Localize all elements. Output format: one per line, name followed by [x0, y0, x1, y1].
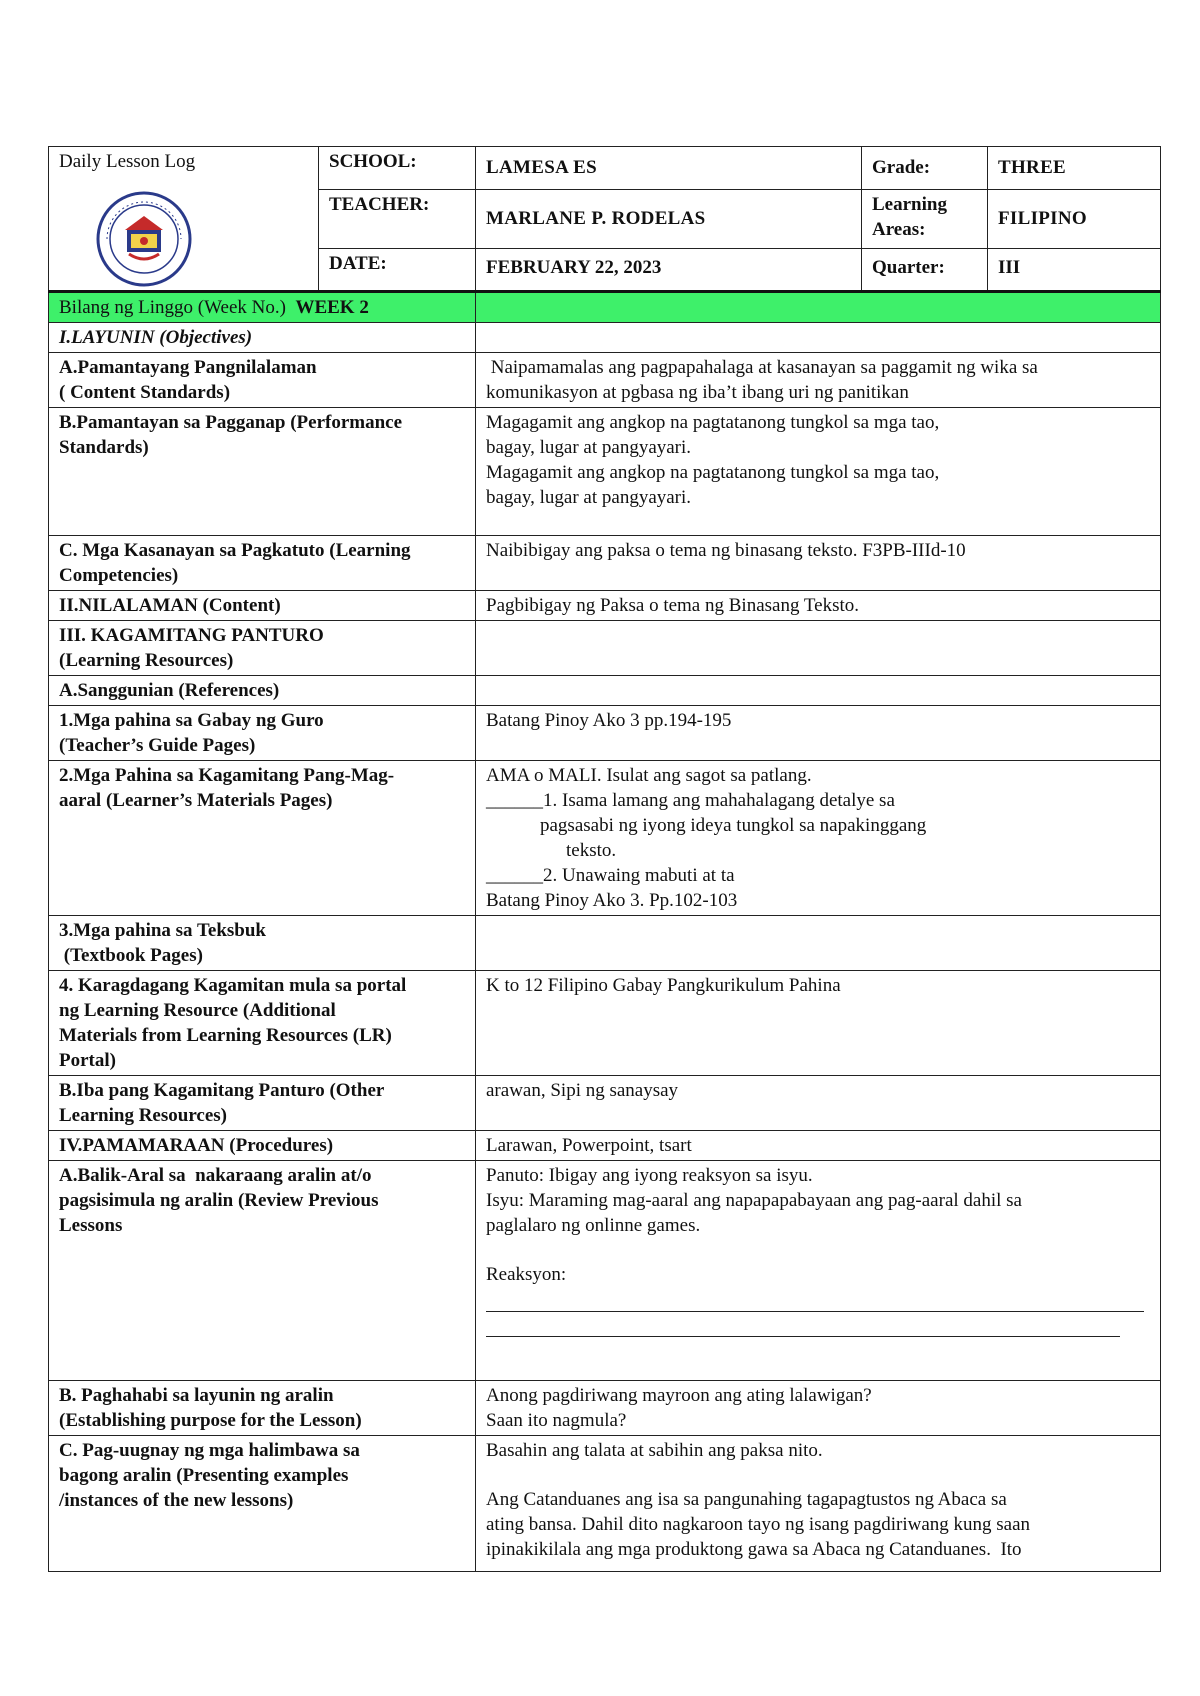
tg-label-2: (Teacher’s Guide Pages) — [59, 735, 256, 756]
review-text-1: Panuto: Ibigay ang iyong reaksyon sa isyu. — [486, 1165, 813, 1186]
quarter-value: III — [988, 249, 1161, 292]
content-std-label-2: ( Content Standards) — [59, 382, 231, 403]
teacher-label: TEACHER: — [319, 189, 476, 248]
proc-label: IV.PAMAMARAAN (Procedures) — [49, 1131, 476, 1161]
tg-text: Batang Pinoy Ako 3 pp.194-195 — [476, 706, 1161, 761]
other-text: arawan, Sipi ng sanaysay — [476, 1076, 1161, 1131]
deped-seal-icon — [95, 190, 193, 288]
lm-label-1: 2.Mga Pahina sa Kagamitang Pang-Mag- — [59, 765, 395, 786]
week-value: WEEK 2 — [295, 297, 369, 318]
examples-text-2: Ang Catanduanes ang isa sa pangunahing tagapagtustos ng Abaca sa — [486, 1489, 1007, 1510]
performance-standards-row — [49, 408, 1161, 536]
purpose-text-1: Anong pagdiriwang mayroon ang ating lalawigan? — [486, 1385, 872, 1406]
content-label: II.NILALAMAN (Content) — [49, 591, 476, 621]
comp-label-1: C. Mga Kasanayan sa Pagkatuto (Learning — [59, 540, 411, 561]
other-resources-row — [49, 1076, 1161, 1131]
purpose-label-1: B. Paghahabi sa layunin ng aralin — [59, 1385, 334, 1406]
ref-label: A.Sanggunian (References) — [49, 676, 476, 706]
add-label-3: Materials from Learning Resources (LR) — [59, 1025, 392, 1046]
lm-text-2: ______1. Isama lamang ang mahahalagang detalye sa — [486, 790, 895, 811]
review-text-2: Isyu: Maraming mag-aaral ang napapapabayaan ang pag-aaral dahil sa — [486, 1190, 1022, 1211]
perf-text-4: bagay, lugar at pangyayari. — [486, 487, 692, 508]
review-label-1: A.Balik-Aral sa nakaraang aralin at/o — [59, 1165, 372, 1186]
lesson-log-table — [48, 146, 1161, 1572]
perf-label-2: Standards) — [59, 437, 149, 458]
lm-text-1: AMA o MALI. Isulat ang sagot sa patlang. — [486, 765, 812, 786]
references-row — [49, 676, 1161, 706]
examples-label-3: /instances of the new lessons) — [59, 1490, 294, 1511]
school-label: SCHOOL: — [319, 147, 476, 190]
tb-label-1: 3.Mga pahina sa Teksbuk — [59, 920, 266, 941]
review-text-4: Reaksyon: — [486, 1264, 567, 1285]
dll-title-cell — [49, 147, 319, 292]
examples-text-3: ating bansa. Dahil dito nagkaroon tayo ng isang pagdiriwang kung saan — [486, 1514, 1031, 1535]
lr-label-1: III. KAGAMITANG PANTURO — [59, 625, 324, 646]
add-label-1: 4. Karagdagang Kagamitan mula sa portal — [59, 975, 407, 996]
review-text-3: paglalaro ng onlinne games. — [486, 1215, 701, 1236]
perf-text-1: Magagamit ang angkop na pagtatanong tungkol sa mga tao, — [486, 412, 940, 433]
other-label-1: B.Iba pang Kagamitang Panturo (Other — [59, 1080, 385, 1101]
examples-text-4: ipinakikilala ang mga produktong gawa sa Abaca ng Catanduanes. Ito — [486, 1539, 1022, 1560]
lr-label-2: (Learning Resources) — [59, 650, 234, 671]
examples-label-2: bagong aralin (Presenting examples — [59, 1465, 349, 1486]
perf-text-3: Magagamit ang angkop na pagtatanong tungkol sa mga tao, — [486, 462, 940, 483]
competencies-row — [49, 536, 1161, 591]
reaction-answer-line-2[interactable] — [486, 1312, 1120, 1337]
content-std-text-1: Naipamamalas ang pagpapahalaga at kasanayan sa paggamit ng wika sa — [486, 357, 1038, 378]
add-label-4: Portal) — [59, 1050, 116, 1071]
date-label: DATE: — [319, 249, 476, 292]
areas-value: FILIPINO — [988, 189, 1161, 248]
content-standards-row — [49, 353, 1161, 408]
teachers-guide-row — [49, 706, 1161, 761]
examples-text-1: Basahin ang talata at sabihin ang paksa nito. — [486, 1440, 823, 1461]
lm-text-6: Batang Pinoy Ako 3. Pp.102-103 — [486, 890, 738, 911]
add-label-2: ng Learning Resource (Additional — [59, 1000, 336, 1021]
teacher-value: MARLANE P. RODELAS — [476, 189, 862, 248]
school-value: LAMESA ES — [476, 147, 862, 190]
purpose-text-2: Saan ito nagmula? — [486, 1410, 627, 1431]
learning-resources-row — [49, 621, 1161, 676]
objectives-label: I.LAYUNIN (Objectives) — [49, 323, 476, 353]
learners-materials-row — [49, 761, 1161, 916]
lm-text-5: ______2. Unawaing mabuti at ta — [486, 865, 735, 886]
dll-label: Daily Lesson Log — [59, 151, 196, 172]
perf-text-2: bagay, lugar at pangyayari. — [486, 437, 692, 458]
textbook-row — [49, 916, 1161, 971]
purpose-label-2: (Establishing purpose for the Lesson) — [59, 1410, 362, 1431]
date-value: FEBRUARY 22, 2023 — [476, 249, 862, 292]
additional-materials-row — [49, 971, 1161, 1076]
other-label-2: Learning Resources) — [59, 1105, 227, 1126]
content-std-label-1: A.Pamantayang Pangnilalaman — [59, 357, 317, 378]
perf-label-1: B.Pamantayan sa Pagganap (Performance — [59, 412, 403, 433]
purpose-row — [49, 1381, 1161, 1436]
reaction-answer-line-1[interactable] — [486, 1287, 1144, 1312]
content-row — [49, 591, 1161, 621]
grade-label: Grade: — [862, 147, 988, 190]
review-label-2: pagsisimula ng aralin (Review Previous — [59, 1190, 379, 1211]
lesson-log-sheet — [48, 146, 1160, 1572]
week-row — [49, 292, 1161, 323]
quarter-label: Quarter: — [862, 249, 988, 292]
examples-label-1: C. Pag-uugnay ng mga halimbawa sa — [59, 1440, 360, 1461]
comp-text: Naibibigay ang paksa o tema ng binasang teksto. F3PB-IIId-10 — [476, 536, 1161, 591]
review-row — [49, 1161, 1161, 1381]
content-text: Pagbibigay ng Paksa o tema ng Binasang Teksto. — [476, 591, 1161, 621]
review-label-3: Lessons — [59, 1215, 123, 1236]
grade-value: THREE — [988, 147, 1161, 190]
objectives-row — [49, 323, 1161, 353]
review-spacer — [486, 1238, 1150, 1262]
week-label: Bilang ng Linggo (Week No.) — [59, 297, 286, 318]
tb-label-2: (Textbook Pages) — [59, 945, 203, 966]
proc-text: Larawan, Powerpoint, tsart — [476, 1131, 1161, 1161]
lm-text-3: pagsasabi ng iyong ideya tungkol sa napakinggang — [540, 815, 927, 836]
lm-text-4: teksto. — [566, 840, 617, 861]
examples-spacer — [486, 1463, 1150, 1487]
content-std-text-2: komunikasyon at pgbasa ng iba’t ibang uri ng panitikan — [486, 382, 909, 403]
tg-label-1: 1.Mga pahina sa Gabay ng Guro — [59, 710, 324, 731]
procedures-row — [49, 1131, 1161, 1161]
add-text: K to 12 Filipino Gabay Pangkurikulum Pahina — [476, 971, 1161, 1076]
areas-label: Learning Areas: — [862, 189, 988, 248]
comp-label-2: Competencies) — [59, 565, 179, 586]
examples-row — [49, 1436, 1161, 1572]
lm-label-2: aaral (Learner’s Materials Pages) — [59, 790, 333, 811]
